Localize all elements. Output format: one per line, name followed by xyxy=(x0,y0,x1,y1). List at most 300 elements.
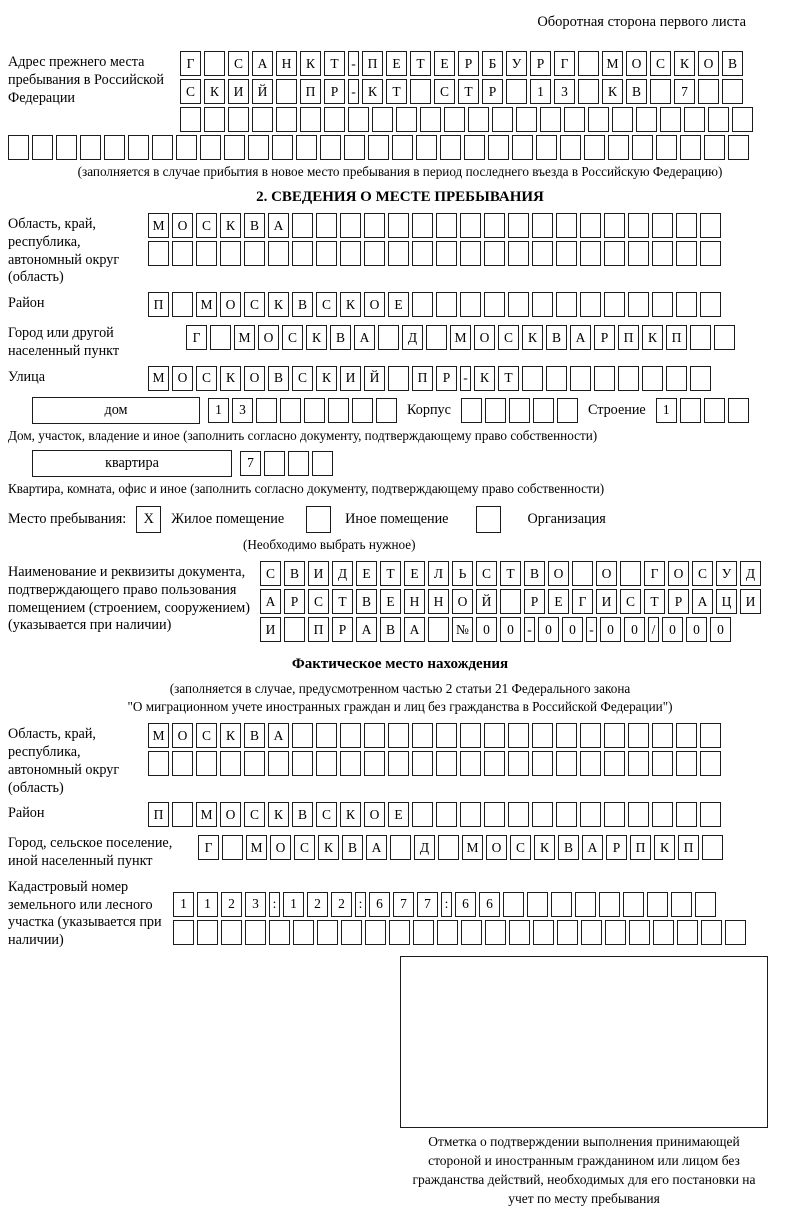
char-cell[interactable]: Й xyxy=(476,589,497,614)
char-cell[interactable]: Д xyxy=(332,561,353,586)
char-cell[interactable] xyxy=(608,135,629,160)
char-cell[interactable] xyxy=(488,135,509,160)
char-cell[interactable] xyxy=(652,723,673,748)
char-cell[interactable] xyxy=(316,241,337,266)
char-cell[interactable] xyxy=(503,892,524,917)
char-cell[interactable] xyxy=(390,835,411,860)
char-cell[interactable]: 1 xyxy=(656,398,677,423)
char-cell[interactable] xyxy=(388,366,409,391)
char-cell[interactable] xyxy=(690,366,711,391)
char-cell[interactable] xyxy=(484,723,505,748)
char-cell[interactable]: А xyxy=(252,51,273,76)
char-cell[interactable] xyxy=(636,107,657,132)
char-cell[interactable] xyxy=(732,107,753,132)
char-cell[interactable]: О xyxy=(596,561,617,586)
char-cell[interactable]: К xyxy=(306,325,327,350)
char-cell[interactable] xyxy=(148,241,169,266)
char-cell[interactable] xyxy=(200,135,221,160)
char-cell[interactable] xyxy=(148,751,169,776)
char-cell[interactable] xyxy=(388,241,409,266)
char-cell[interactable] xyxy=(444,107,465,132)
char-cell[interactable]: О xyxy=(244,366,265,391)
char-cell[interactable]: Р xyxy=(332,617,353,642)
char-cell[interactable] xyxy=(509,920,530,945)
char-cell[interactable] xyxy=(32,135,53,160)
char-cell[interactable] xyxy=(485,920,506,945)
char-cell[interactable]: А xyxy=(570,325,591,350)
char-cell[interactable]: С xyxy=(692,561,713,586)
char-cell[interactable]: К xyxy=(316,366,337,391)
char-cell[interactable] xyxy=(210,325,231,350)
char-cell[interactable] xyxy=(344,135,365,160)
char-cell[interactable] xyxy=(728,398,749,423)
char-cell[interactable] xyxy=(532,213,553,238)
char-cell[interactable] xyxy=(680,135,701,160)
char-cell[interactable] xyxy=(172,292,193,317)
char-cell[interactable] xyxy=(248,135,269,160)
char-cell[interactable] xyxy=(604,292,625,317)
char-cell[interactable] xyxy=(604,723,625,748)
char-cell[interactable]: С xyxy=(292,366,313,391)
char-cell[interactable]: Л xyxy=(428,561,449,586)
char-cell[interactable] xyxy=(292,751,313,776)
char-cell[interactable]: Н xyxy=(428,589,449,614)
char-cell[interactable] xyxy=(412,802,433,827)
char-cell[interactable] xyxy=(245,920,266,945)
char-cell[interactable] xyxy=(364,241,385,266)
char-cell[interactable] xyxy=(628,213,649,238)
char-cell[interactable] xyxy=(269,920,290,945)
char-cell[interactable]: С xyxy=(228,51,249,76)
char-cell[interactable]: О xyxy=(258,325,279,350)
char-cell[interactable] xyxy=(612,107,633,132)
char-cell[interactable] xyxy=(152,135,173,160)
char-cell[interactable]: С xyxy=(282,325,303,350)
char-cell[interactable]: К xyxy=(220,366,241,391)
char-cell[interactable] xyxy=(570,366,591,391)
char-cell[interactable] xyxy=(653,920,674,945)
char-cell[interactable] xyxy=(276,79,297,104)
char-cell[interactable] xyxy=(222,835,243,860)
char-cell[interactable] xyxy=(628,802,649,827)
char-cell[interactable]: О xyxy=(452,589,473,614)
char-cell[interactable] xyxy=(412,213,433,238)
char-cell[interactable]: М xyxy=(148,366,169,391)
char-cell[interactable]: 0 xyxy=(476,617,497,642)
char-cell[interactable] xyxy=(172,241,193,266)
char-cell[interactable] xyxy=(412,241,433,266)
char-cell[interactable]: Р xyxy=(594,325,615,350)
char-cell[interactable]: К xyxy=(340,802,361,827)
char-cell[interactable] xyxy=(392,135,413,160)
char-cell[interactable] xyxy=(56,135,77,160)
char-cell[interactable] xyxy=(426,325,447,350)
char-cell[interactable] xyxy=(671,892,692,917)
char-cell[interactable]: А xyxy=(268,723,289,748)
char-cell[interactable] xyxy=(527,892,548,917)
char-cell[interactable]: С xyxy=(294,835,315,860)
char-cell[interactable]: - xyxy=(348,51,359,76)
char-cell[interactable]: И xyxy=(740,589,761,614)
char-cell[interactable]: А xyxy=(582,835,603,860)
char-cell[interactable]: 0 xyxy=(538,617,559,642)
char-cell[interactable]: Р xyxy=(458,51,479,76)
char-cell[interactable] xyxy=(80,135,101,160)
char-cell[interactable]: А xyxy=(366,835,387,860)
char-cell[interactable] xyxy=(436,241,457,266)
char-cell[interactable] xyxy=(508,292,529,317)
char-cell[interactable] xyxy=(440,135,461,160)
char-cell[interactable] xyxy=(532,292,553,317)
char-cell[interactable]: У xyxy=(506,51,527,76)
char-cell[interactable] xyxy=(677,920,698,945)
char-cell[interactable] xyxy=(410,79,431,104)
char-cell[interactable] xyxy=(564,107,585,132)
char-cell[interactable]: 0 xyxy=(686,617,707,642)
char-cell[interactable] xyxy=(413,920,434,945)
char-cell[interactable] xyxy=(556,241,577,266)
char-cell[interactable] xyxy=(268,751,289,776)
char-cell[interactable] xyxy=(292,213,313,238)
char-cell[interactable]: В xyxy=(330,325,351,350)
char-cell[interactable] xyxy=(288,451,309,476)
char-cell[interactable] xyxy=(700,723,721,748)
char-cell[interactable] xyxy=(368,135,389,160)
char-cell[interactable]: С xyxy=(510,835,531,860)
char-cell[interactable] xyxy=(176,135,197,160)
char-cell[interactable]: 1 xyxy=(283,892,304,917)
char-cell[interactable] xyxy=(700,751,721,776)
char-cell[interactable]: 2 xyxy=(307,892,328,917)
char-cell[interactable] xyxy=(460,802,481,827)
char-cell[interactable]: В xyxy=(546,325,567,350)
char-cell[interactable] xyxy=(700,241,721,266)
char-cell[interactable] xyxy=(580,213,601,238)
char-cell[interactable]: Г xyxy=(554,51,575,76)
char-cell[interactable]: 6 xyxy=(479,892,500,917)
char-cell[interactable]: 0 xyxy=(624,617,645,642)
char-cell[interactable]: С xyxy=(260,561,281,586)
char-cell[interactable] xyxy=(652,213,673,238)
char-cell[interactable] xyxy=(348,107,369,132)
char-cell[interactable]: О xyxy=(220,802,241,827)
char-cell[interactable] xyxy=(676,213,697,238)
char-cell[interactable]: К xyxy=(340,292,361,317)
char-cell[interactable]: Р xyxy=(284,589,305,614)
char-cell[interactable] xyxy=(196,241,217,266)
char-cell[interactable] xyxy=(252,107,273,132)
char-cell[interactable]: К xyxy=(220,213,241,238)
char-cell[interactable]: - xyxy=(460,366,471,391)
char-cell[interactable]: С xyxy=(196,723,217,748)
char-cell[interactable]: П xyxy=(308,617,329,642)
char-cell[interactable]: Н xyxy=(276,51,297,76)
char-cell[interactable] xyxy=(704,135,725,160)
char-cell[interactable] xyxy=(340,723,361,748)
char-cell[interactable] xyxy=(436,213,457,238)
char-cell[interactable]: Т xyxy=(644,589,665,614)
char-cell[interactable]: К xyxy=(522,325,543,350)
char-cell[interactable] xyxy=(364,213,385,238)
char-cell[interactable]: Т xyxy=(332,589,353,614)
char-cell[interactable]: Д xyxy=(414,835,435,860)
char-cell[interactable] xyxy=(532,802,553,827)
char-cell[interactable] xyxy=(484,751,505,776)
char-cell[interactable]: К xyxy=(654,835,675,860)
char-cell[interactable] xyxy=(172,802,193,827)
char-cell[interactable] xyxy=(204,51,225,76)
char-cell[interactable] xyxy=(460,213,481,238)
char-cell[interactable] xyxy=(292,241,313,266)
char-cell[interactable]: Т xyxy=(410,51,431,76)
char-cell[interactable]: 3 xyxy=(245,892,266,917)
char-cell[interactable] xyxy=(388,213,409,238)
char-cell[interactable]: В xyxy=(292,292,313,317)
char-cell[interactable] xyxy=(700,213,721,238)
char-cell[interactable] xyxy=(180,107,201,132)
char-cell[interactable] xyxy=(656,135,677,160)
char-cell[interactable]: П xyxy=(300,79,321,104)
char-cell[interactable]: И xyxy=(228,79,249,104)
char-cell[interactable] xyxy=(512,135,533,160)
char-cell[interactable] xyxy=(396,107,417,132)
char-cell[interactable] xyxy=(506,79,527,104)
char-cell[interactable]: В xyxy=(244,213,265,238)
char-cell[interactable] xyxy=(599,892,620,917)
char-cell[interactable]: М xyxy=(234,325,255,350)
char-cell[interactable] xyxy=(584,135,605,160)
char-cell[interactable]: 0 xyxy=(710,617,731,642)
char-cell[interactable] xyxy=(508,802,529,827)
char-cell[interactable] xyxy=(533,398,554,423)
char-cell[interactable] xyxy=(300,107,321,132)
char-cell[interactable] xyxy=(700,802,721,827)
char-cell[interactable]: Е xyxy=(356,561,377,586)
checkbox-residential[interactable]: X xyxy=(136,506,161,533)
char-cell[interactable]: О xyxy=(172,366,193,391)
char-cell[interactable] xyxy=(412,751,433,776)
char-cell[interactable] xyxy=(533,920,554,945)
char-cell[interactable]: О xyxy=(668,561,689,586)
char-cell[interactable]: О xyxy=(626,51,647,76)
char-cell[interactable]: Р xyxy=(436,366,457,391)
char-cell[interactable]: 7 xyxy=(417,892,438,917)
char-cell[interactable]: Т xyxy=(324,51,345,76)
checkbox-other-premises[interactable] xyxy=(306,506,331,533)
char-cell[interactable] xyxy=(460,292,481,317)
char-cell[interactable] xyxy=(340,241,361,266)
char-cell[interactable]: С xyxy=(244,292,265,317)
char-cell[interactable]: И xyxy=(308,561,329,586)
char-cell[interactable] xyxy=(650,79,671,104)
char-cell[interactable] xyxy=(224,135,245,160)
char-cell[interactable]: 7 xyxy=(674,79,695,104)
char-cell[interactable] xyxy=(560,135,581,160)
char-cell[interactable]: № xyxy=(452,617,473,642)
char-cell[interactable] xyxy=(652,241,673,266)
char-cell[interactable] xyxy=(728,135,749,160)
char-cell[interactable] xyxy=(364,723,385,748)
char-cell[interactable] xyxy=(532,723,553,748)
char-cell[interactable]: П xyxy=(666,325,687,350)
char-cell[interactable]: С xyxy=(476,561,497,586)
char-cell[interactable] xyxy=(484,241,505,266)
char-cell[interactable] xyxy=(244,241,265,266)
char-cell[interactable] xyxy=(296,135,317,160)
char-cell[interactable] xyxy=(628,723,649,748)
char-cell[interactable] xyxy=(484,213,505,238)
char-cell[interactable] xyxy=(725,920,746,945)
char-cell[interactable]: К xyxy=(318,835,339,860)
char-cell[interactable]: А xyxy=(404,617,425,642)
char-cell[interactable]: М xyxy=(196,802,217,827)
char-cell[interactable] xyxy=(364,751,385,776)
char-cell[interactable]: С xyxy=(316,802,337,827)
char-cell[interactable]: : xyxy=(269,892,280,917)
char-cell[interactable]: В xyxy=(626,79,647,104)
char-cell[interactable]: 1 xyxy=(530,79,551,104)
char-cell[interactable] xyxy=(372,107,393,132)
char-cell[interactable] xyxy=(292,723,313,748)
char-cell[interactable] xyxy=(676,292,697,317)
char-cell[interactable] xyxy=(317,920,338,945)
char-cell[interactable] xyxy=(284,617,305,642)
char-cell[interactable]: О xyxy=(364,292,385,317)
char-cell[interactable] xyxy=(580,292,601,317)
char-cell[interactable] xyxy=(628,751,649,776)
char-cell[interactable]: И xyxy=(260,617,281,642)
char-cell[interactable]: С xyxy=(196,213,217,238)
char-cell[interactable] xyxy=(604,802,625,827)
char-cell[interactable]: О xyxy=(172,213,193,238)
char-cell[interactable] xyxy=(412,292,433,317)
apartment-field[interactable]: квартира xyxy=(32,450,232,477)
char-cell[interactable]: В xyxy=(356,589,377,614)
char-cell[interactable] xyxy=(428,617,449,642)
char-cell[interactable]: О xyxy=(698,51,719,76)
char-cell[interactable]: В xyxy=(268,366,289,391)
char-cell[interactable] xyxy=(652,751,673,776)
char-cell[interactable] xyxy=(556,292,577,317)
char-cell[interactable] xyxy=(578,51,599,76)
char-cell[interactable]: А xyxy=(354,325,375,350)
char-cell[interactable] xyxy=(698,79,719,104)
char-cell[interactable]: Г xyxy=(644,561,665,586)
char-cell[interactable] xyxy=(516,107,537,132)
char-cell[interactable]: С xyxy=(434,79,455,104)
char-cell[interactable] xyxy=(722,79,743,104)
char-cell[interactable] xyxy=(580,802,601,827)
char-cell[interactable]: К xyxy=(220,723,241,748)
char-cell[interactable] xyxy=(304,398,325,423)
char-cell[interactable] xyxy=(221,920,242,945)
house-field[interactable]: дом xyxy=(32,397,200,424)
char-cell[interactable] xyxy=(580,241,601,266)
char-cell[interactable] xyxy=(438,835,459,860)
char-cell[interactable]: К xyxy=(362,79,383,104)
char-cell[interactable]: / xyxy=(648,617,659,642)
char-cell[interactable] xyxy=(280,398,301,423)
char-cell[interactable]: Е xyxy=(380,589,401,614)
char-cell[interactable]: В xyxy=(722,51,743,76)
char-cell[interactable] xyxy=(660,107,681,132)
char-cell[interactable] xyxy=(324,107,345,132)
char-cell[interactable] xyxy=(197,920,218,945)
char-cell[interactable] xyxy=(365,920,386,945)
char-cell[interactable]: М xyxy=(246,835,267,860)
char-cell[interactable] xyxy=(652,292,673,317)
char-cell[interactable]: В xyxy=(284,561,305,586)
char-cell[interactable] xyxy=(580,751,601,776)
char-cell[interactable]: Е xyxy=(386,51,407,76)
char-cell[interactable]: Й xyxy=(252,79,273,104)
char-cell[interactable] xyxy=(464,135,485,160)
char-cell[interactable] xyxy=(204,107,225,132)
char-cell[interactable]: Р xyxy=(524,589,545,614)
char-cell[interactable] xyxy=(128,135,149,160)
char-cell[interactable] xyxy=(556,723,577,748)
char-cell[interactable] xyxy=(618,366,639,391)
char-cell[interactable] xyxy=(676,802,697,827)
char-cell[interactable]: К xyxy=(602,79,623,104)
char-cell[interactable]: А xyxy=(692,589,713,614)
char-cell[interactable]: О xyxy=(270,835,291,860)
char-cell[interactable] xyxy=(647,892,668,917)
char-cell[interactable]: Е xyxy=(388,292,409,317)
char-cell[interactable]: М xyxy=(602,51,623,76)
char-cell[interactable] xyxy=(508,723,529,748)
char-cell[interactable]: 3 xyxy=(554,79,575,104)
char-cell[interactable] xyxy=(628,292,649,317)
char-cell[interactable] xyxy=(312,451,333,476)
char-cell[interactable] xyxy=(714,325,735,350)
char-cell[interactable]: Е xyxy=(388,802,409,827)
char-cell[interactable] xyxy=(416,135,437,160)
char-cell[interactable] xyxy=(575,892,596,917)
char-cell[interactable] xyxy=(220,241,241,266)
char-cell[interactable] xyxy=(173,920,194,945)
char-cell[interactable] xyxy=(620,561,641,586)
char-cell[interactable] xyxy=(557,398,578,423)
char-cell[interactable]: Р xyxy=(606,835,627,860)
char-cell[interactable]: Т xyxy=(386,79,407,104)
char-cell[interactable]: 3 xyxy=(232,398,253,423)
char-cell[interactable] xyxy=(228,107,249,132)
char-cell[interactable] xyxy=(341,920,362,945)
char-cell[interactable]: М xyxy=(148,723,169,748)
char-cell[interactable]: Р xyxy=(482,79,503,104)
char-cell[interactable]: 1 xyxy=(173,892,194,917)
char-cell[interactable] xyxy=(460,723,481,748)
char-cell[interactable]: Г xyxy=(186,325,207,350)
checkbox-organization[interactable] xyxy=(476,506,501,533)
char-cell[interactable] xyxy=(272,135,293,160)
char-cell[interactable]: К xyxy=(642,325,663,350)
char-cell[interactable] xyxy=(551,892,572,917)
char-cell[interactable] xyxy=(316,751,337,776)
char-cell[interactable]: П xyxy=(678,835,699,860)
char-cell[interactable]: 7 xyxy=(393,892,414,917)
char-cell[interactable]: М xyxy=(148,213,169,238)
char-cell[interactable] xyxy=(695,892,716,917)
char-cell[interactable]: Т xyxy=(500,561,521,586)
char-cell[interactable] xyxy=(704,398,725,423)
char-cell[interactable] xyxy=(378,325,399,350)
char-cell[interactable]: М xyxy=(462,835,483,860)
char-cell[interactable] xyxy=(532,751,553,776)
char-cell[interactable] xyxy=(605,920,626,945)
char-cell[interactable] xyxy=(412,723,433,748)
